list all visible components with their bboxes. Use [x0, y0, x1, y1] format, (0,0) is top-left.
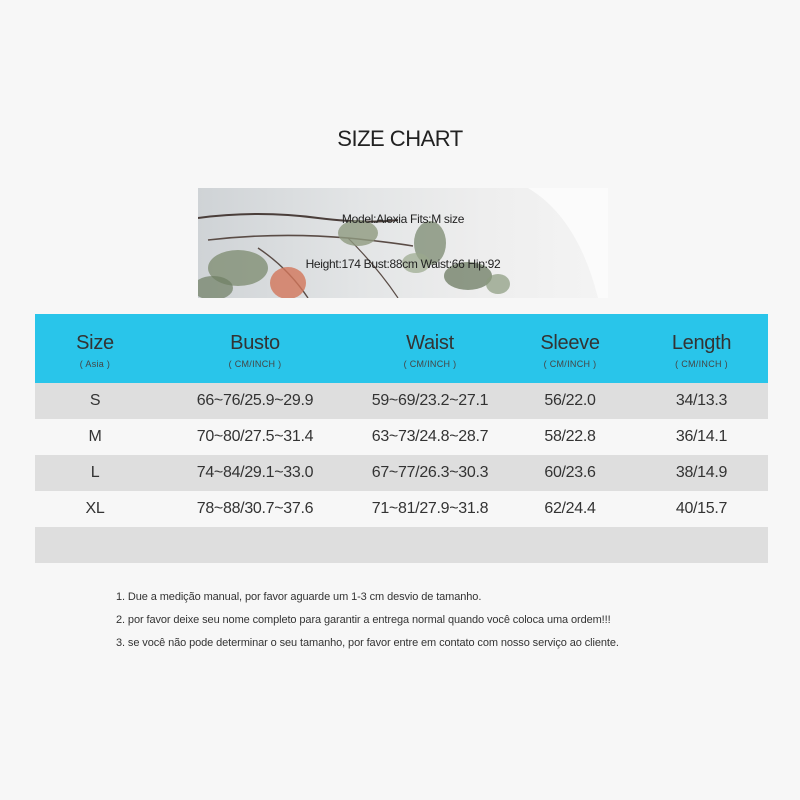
- header-unit: ( CM/INCH ): [403, 359, 457, 369]
- header-label: Length: [671, 332, 732, 354]
- note-item: 3. se você não pode determinar o seu tamanho, por favor entre em contato com nosso serviço ao cliente.: [116, 637, 619, 649]
- table-row: [35, 491, 768, 527]
- sleeve-cell: 60/23.6: [544, 464, 596, 481]
- busto-cell: 74~84/29.1~33.0: [196, 464, 314, 481]
- header-label: Busto: [230, 332, 280, 354]
- header-unit: ( Asia ): [79, 359, 111, 369]
- header-sleeve: [505, 314, 635, 383]
- header-label: Size: [76, 332, 114, 354]
- header-label: Waist: [406, 332, 454, 354]
- table-row: [35, 455, 768, 491]
- table-row: [35, 383, 768, 419]
- header-waist: [355, 314, 505, 383]
- branch-leaves-image: [198, 188, 608, 298]
- length-cell: 38/14.9: [675, 464, 728, 481]
- waist-cell: 71~81/27.9~31.8: [371, 500, 489, 517]
- header-label: Sleeve: [540, 332, 600, 354]
- header-busto: [155, 314, 355, 383]
- length-cell: 40/15.7: [675, 500, 728, 517]
- sleeve-cell: 62/24.4: [544, 500, 596, 517]
- sleeve-cell: 56/22.0: [544, 392, 596, 409]
- note-item: 1. Due a medição manual, por favor aguarde um 1-3 cm desvio de tamanho.: [116, 591, 482, 603]
- size-cell: L: [90, 464, 100, 481]
- table-row: [35, 419, 768, 455]
- model-photo-banner: [198, 188, 608, 298]
- notes-list: [116, 590, 756, 659]
- busto-cell: 66~76/25.9~29.9: [196, 392, 314, 409]
- busto-cell: 70~80/27.5~31.4: [196, 428, 314, 445]
- table-header: [35, 314, 768, 383]
- waist-cell: 67~77/26.3~30.3: [371, 464, 489, 481]
- model-name-fit: Model:Alexia Fits:M size: [341, 212, 465, 226]
- size-cell: M: [88, 428, 102, 445]
- waist-cell: 63~73/24.8~28.7: [371, 428, 489, 445]
- sleeve-cell: 58/22.8: [544, 428, 596, 445]
- header-unit: ( CM/INCH ): [228, 359, 282, 369]
- model-measurements: Height:174 Bust:88cm Waist:66 Hip:92: [305, 257, 501, 271]
- header-unit: ( CM/INCH ): [543, 359, 597, 369]
- busto-cell: 78~88/30.7~37.6: [196, 500, 314, 517]
- waist-cell: 59~69/23.2~27.1: [371, 392, 489, 409]
- header-size: [35, 314, 155, 383]
- length-cell: 36/14.1: [675, 428, 728, 445]
- size-cell: S: [89, 392, 101, 409]
- note-item: 2. por favor deixe seu nome completo para garantir a entrega normal quando você coloca uma ordem!!!: [116, 614, 611, 626]
- size-table: [35, 314, 768, 563]
- size-cell: XL: [85, 500, 105, 517]
- length-cell: 34/13.3: [675, 392, 728, 409]
- header-length: [635, 314, 768, 383]
- table-empty-row: [35, 527, 768, 563]
- page-title: SIZE CHART: [337, 126, 463, 151]
- header-unit: ( CM/INCH ): [675, 359, 728, 369]
